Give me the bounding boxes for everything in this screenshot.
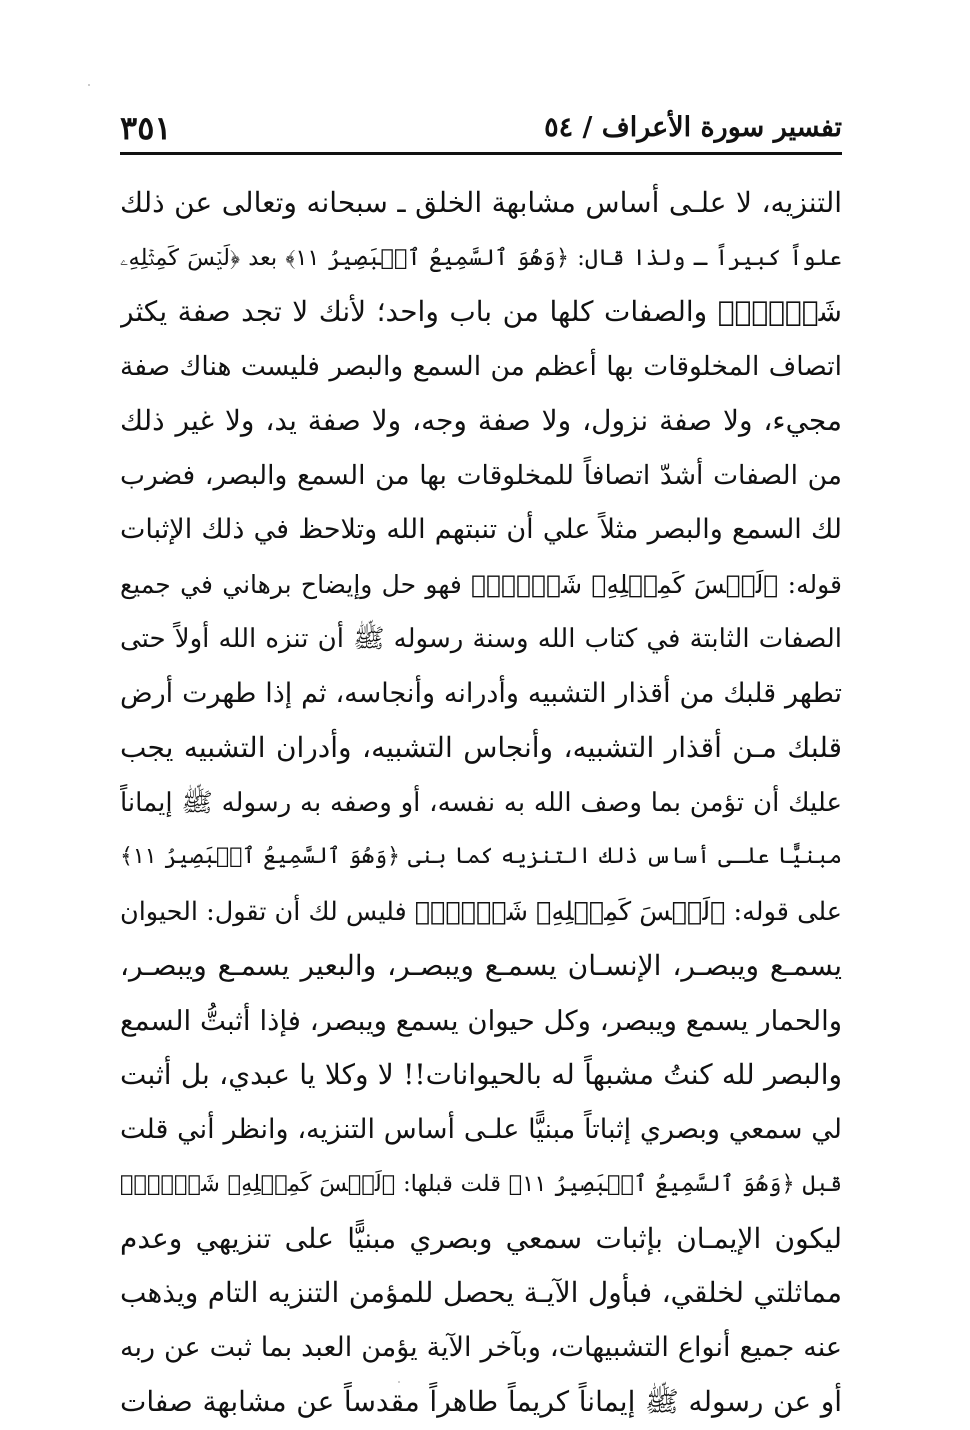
scan-speck [398, 1381, 400, 1383]
text-line: مبنيًّا علـى أساس ذلك التنزيه كما بنى ﴿وَهُوَ ٱلسَّمِيعُ ٱلۡبَصِيرُ ١١﴾ [120, 844, 842, 869]
text-line: تطهر قلبك من أقذار التشبيه وأدرانه وأنجاسه، ثم إذا طهرت أرض [120, 677, 842, 709]
body-text [120, 176, 842, 1430]
text-line: يسمـع ويبصـر، الإنسـان يسمـع ويبصـر، والبعير يسمـع ويبصـر، [120, 949, 842, 982]
text-line: والبصر لله كنتُ مشبهاً له بالحيوانات!! لا وكلا يا عبدي، بل أثبت [120, 1058, 842, 1091]
text-line: قوله: ﴿لَيۡسَ كَمِثۡلِهِۦ شَيۡءٞۖ﴾ فهو حل وإيضاح برهاني في جميع [120, 569, 842, 599]
header-rule [120, 152, 842, 155]
text-line: ليكون الإيمـان بإثبات سمعي وبصري مبنيًّا على تنزيهي وعدم [120, 1221, 842, 1255]
text-line: اتصاف المخلوقات بها أعظم من السمع والبصر فليست هناك صفة [120, 350, 842, 382]
text-line: قلبك مـن أقذار التشبيه، وأنجاس التشبيه، وأدران التشبيه يجب [120, 731, 842, 764]
text-line: لي سمعي وبصري إثباتاً مبنيًّا علـى أساس التنزيه، وانظر أني قلت [120, 1113, 842, 1145]
text-line: شَيۡءٞۖ﴾ والصفات كلها من باب واحد؛ لأنك لا تجد صفة يكثر [120, 295, 842, 328]
text-line: التنزيه، لا علـى أساس مشابهة الخلق ـ سبحانه وتعالى عن ذلك [120, 186, 842, 219]
text-line: قبل ﴿وَهُوَ ٱلسَّمِيعُ ٱلۡبَصِيرُ ١١﴾ قلت قبلها: ﴿لَيۡسَ كَمِثۡلِهِۦ شَيۡءٞۖ﴾ [120, 1171, 842, 1197]
text-line: والحمار يسمع ويبصر، وكل حيوان يسمع ويبصر، فإذا أثبتُّ السمع [120, 1004, 842, 1037]
text-line: أو عن رسوله ﷺ إيماناً كريماً طاهراً مقدساً عن مشابهة صفات [120, 1385, 842, 1418]
text-line: مجيء، ولا صفة نزول، ولا صفة وجه، ولا صفة يد، ولا غير ذلك [120, 404, 842, 437]
text-line: علواً كبيراً ـ ولذا قال: ﴿وَهُوَ ٱلسَّمِيعُ ٱلۡبَصِيرُ ١١﴾ بعد ﴿لَيۡسَ كَمِثۡلِهِۦ [120, 244, 842, 271]
text-line: عليك أن تؤمن بما وصف الله به نفسه، أو وصفه به رسوله ﷺ إيماناً [120, 787, 842, 818]
page-number: ٣٥١ [120, 109, 172, 147]
text-line: مماثلتي لخلقي، فبأول الآيـة يحصل للمؤمن التنزيه التام ويذهب [120, 1276, 842, 1309]
text-line: من الصفات أشدّ اتصافاً للمخلوقات بها من السمع والبصر، فضرب [120, 459, 842, 491]
text-line: عنه جميع أنواع التشبيهات، وبآخر الآية يؤمن العبد بما ثبت عن ربه [120, 1331, 842, 1363]
scan-speck [88, 84, 90, 86]
text-line: على قوله: ﴿لَيۡسَ كَمِثۡلِهِۦ شَيۡءٞۖ﴾ فليس لك أن تقول: الحيوان [120, 896, 842, 927]
page-header [120, 104, 842, 148]
text-line: لك السمع والبصر مثلاً علي أن تنبتهم الله وتلاحظ في ذلك الإثبات [120, 514, 842, 545]
running-title: تفسير سورة الأعراف / ٥٤ [544, 112, 842, 143]
text-line: الصفات الثابتة في كتاب الله وسنة رسوله ﷺ أن تنزه الله أولاً حتى [120, 624, 842, 654]
